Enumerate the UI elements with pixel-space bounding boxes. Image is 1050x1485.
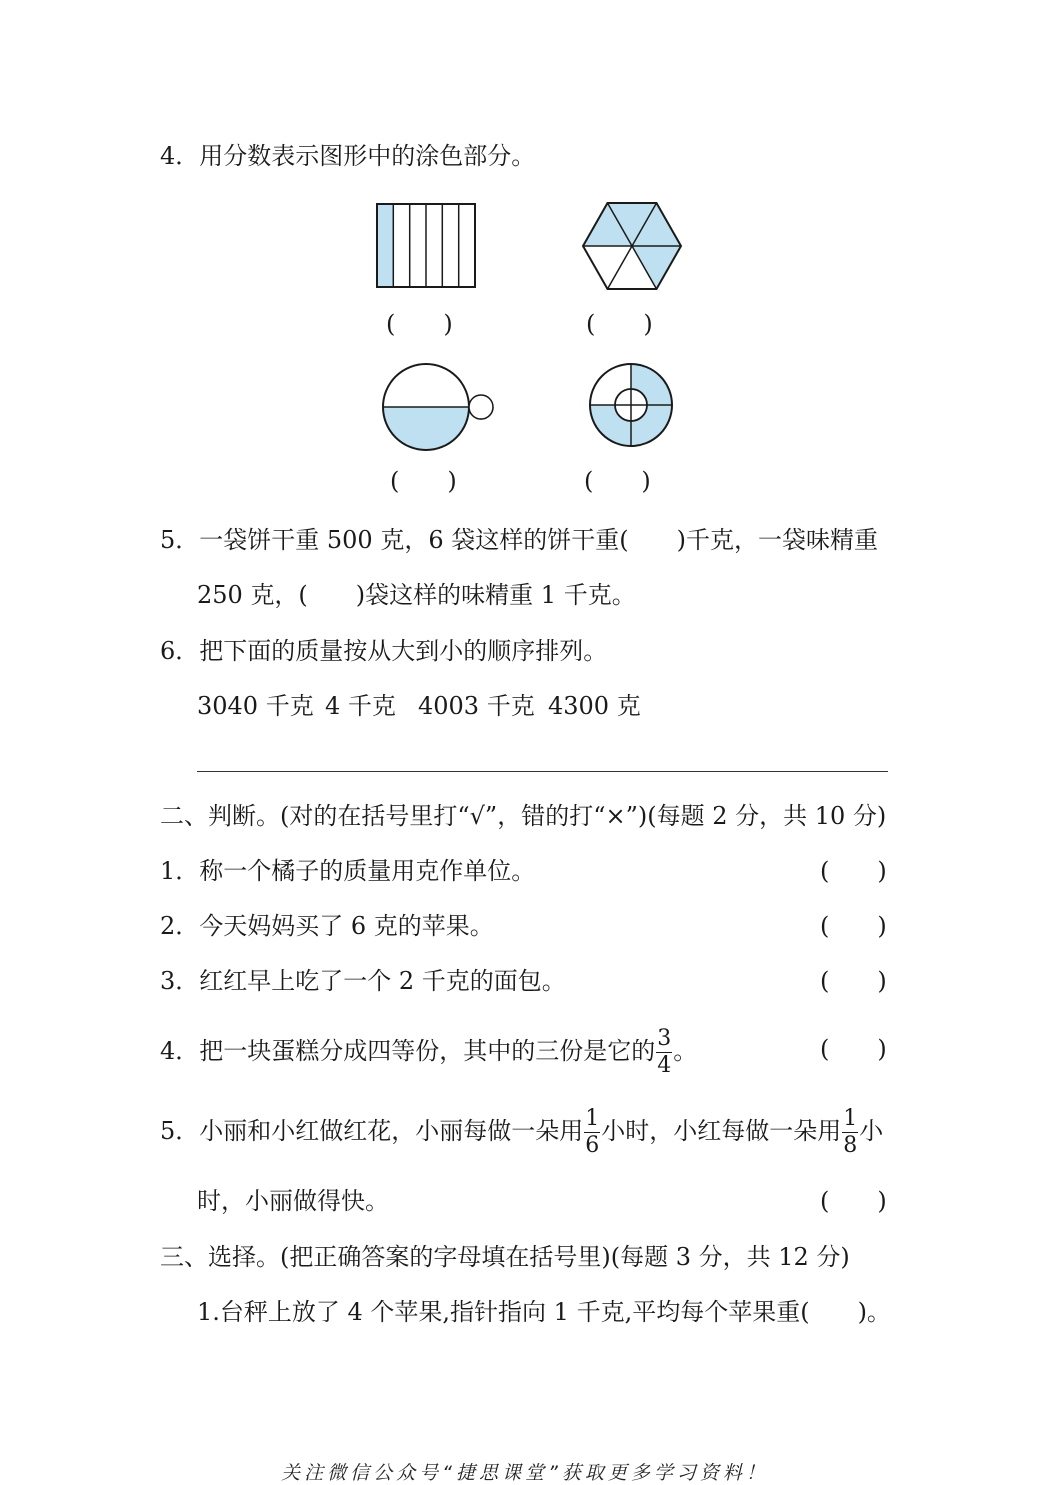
judge-item-5-text-a: 5．小丽和小红做红花，小丽每做一朵用 [160, 1117, 584, 1145]
q5-line1: 5．一袋饼干重 500 克，6 袋这样的饼干重( )千克，一袋味精重 [160, 526, 878, 554]
judge-item-5-line2: 时，小丽做得快。 [197, 1187, 389, 1215]
q4-title: 4．用分数表示图形中的涂色部分。 [160, 142, 536, 170]
q6-item-3: 4003 千克 [418, 692, 535, 720]
answer-blank-ring[interactable]: ( ) [584, 467, 651, 495]
fraction-denominator: 4 [657, 1053, 672, 1078]
fraction-denominator: 8 [843, 1133, 858, 1158]
section3-heading: 三、选择。(把正确答案的字母填在括号里)(每题 3 分，共 12 分) [160, 1243, 850, 1271]
q6-item-4: 4300 克 [548, 692, 641, 720]
circle-shaded-half [383, 407, 469, 450]
judge-answer-5[interactable]: ( ) [820, 1187, 887, 1215]
hexagon-figure [582, 202, 682, 290]
judge-item-4 [160, 1024, 697, 1079]
judge-item-4-end: 。 [673, 1037, 698, 1065]
fraction-three-quarters [656, 1026, 672, 1079]
footer-note: 关注微信公众号“捷思课堂”获取更多学习资料！ [281, 1462, 769, 1484]
rectangle-figure [376, 203, 476, 289]
judge-item-4-text: 4．把一块蛋糕分成四等份，其中的三份是它的 [160, 1037, 656, 1065]
answer-blank-rectangle[interactable]: ( ) [386, 310, 453, 338]
judge-item-5 [160, 1104, 883, 1159]
fraction-numerator: 1 [843, 1106, 858, 1131]
fraction-denominator: 6 [585, 1133, 600, 1158]
circle-figure [382, 363, 494, 453]
fraction-numerator: 3 [657, 1026, 672, 1051]
answer-blank-hexagon[interactable]: ( ) [586, 310, 653, 338]
fraction-numerator: 1 [585, 1106, 600, 1131]
q6-item-1: 3040 千克 [197, 692, 314, 720]
q5-line2: 250 克，( )袋这样的味精重 1 千克。 [197, 581, 636, 609]
judge-answer-4[interactable]: ( ) [820, 1035, 887, 1063]
judge-item-3: 3．红红早上吃了一个 2 千克的面包。 [160, 967, 566, 995]
fraction-one-eighth [842, 1106, 858, 1159]
judge-answer-3[interactable]: ( ) [820, 967, 887, 995]
ring-figure [589, 363, 673, 447]
hexagon-shaded-bottom-right [632, 246, 681, 289]
answer-blank-circle[interactable]: ( ) [390, 467, 457, 495]
answer-line[interactable] [197, 771, 888, 772]
judge-answer-2[interactable]: ( ) [820, 912, 887, 940]
fraction-one-sixth [584, 1106, 600, 1159]
choice-item-1: 1.台秤上放了 4 个苹果,指针指向 1 千克,平均每个苹果重( )。 [197, 1298, 891, 1326]
q6-title: 6．把下面的质量按从大到小的顺序排列。 [160, 637, 608, 665]
judge-item-5-text-b: 小时，小红每做一朵用 [601, 1117, 842, 1145]
q6-item-2: 4 千克 [325, 692, 396, 720]
rectangle-shaded-strip [377, 204, 393, 287]
judge-item-2: 2．今天妈妈买了 6 克的苹果。 [160, 912, 494, 940]
section2-heading: 二、判断。(对的在括号里打“√”，错的打“×”)(每题 2 分，共 10 分) [160, 802, 887, 830]
judge-item-5-text-c: 小 [859, 1117, 884, 1145]
judge-item-1: 1．称一个橘子的质量用克作单位。 [160, 857, 536, 885]
judge-answer-1[interactable]: ( ) [820, 857, 887, 885]
